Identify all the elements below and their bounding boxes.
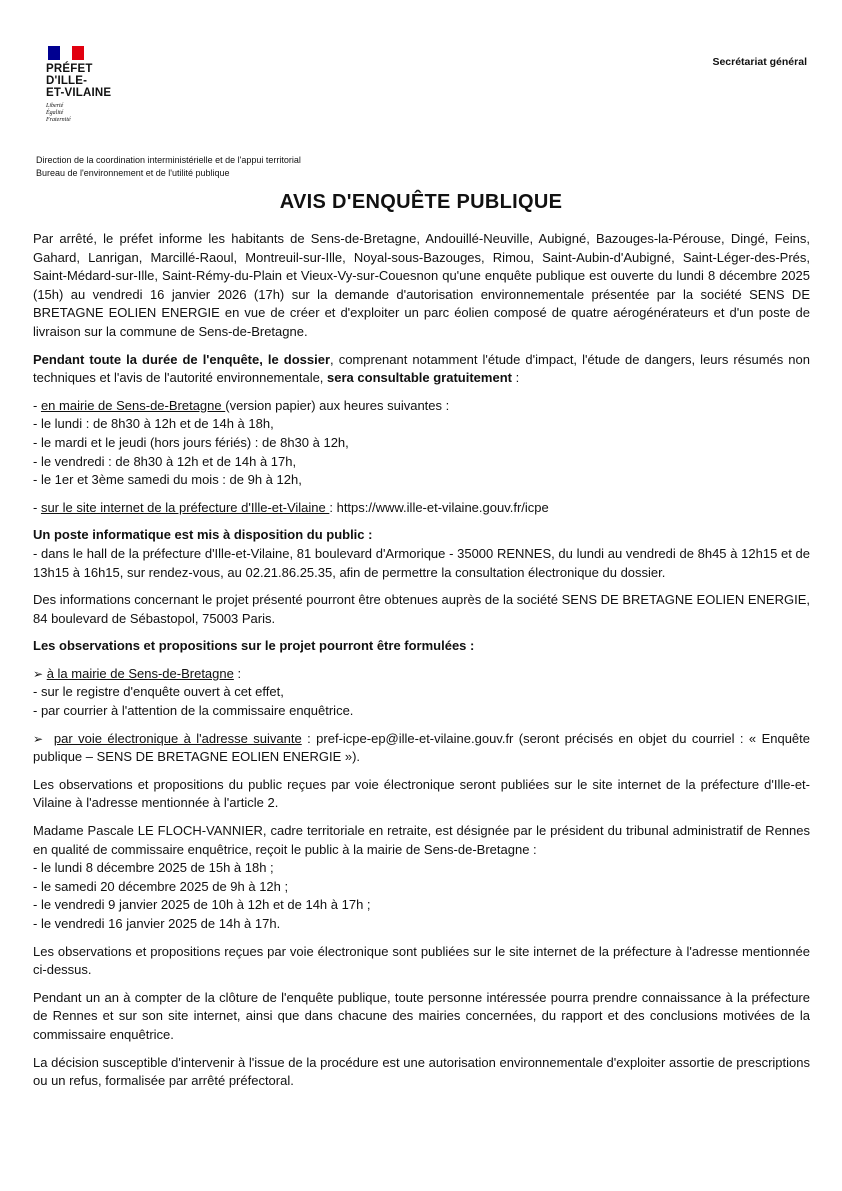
permanence-item: - le vendredi 16 janvier 2025 de 14h à 17h. [33, 916, 281, 931]
mairie-link: en mairie de Sens-de-Bretagne [40, 397, 226, 413]
dossier-paragraph [33, 351, 810, 388]
mairie-line [33, 397, 810, 416]
dossier-text-end: : [511, 370, 520, 386]
permanence-item: - le lundi 8 décembre 2025 de 15h à 18h ; [33, 860, 274, 876]
dossier-bold-consultable: sera consultable gratuitement [327, 370, 512, 386]
mairie-suffix: (version papier) aux heures suivantes : [225, 397, 450, 413]
page-title: AVIS D'ENQUÊTE PUBLIQUE [279, 191, 563, 213]
observations-item: - par courrier à l'attention de la commissaire enquêtrice. [33, 703, 354, 719]
site-link: sur le site internet de la préfecture d'Ille-et-Vilaine [40, 499, 330, 515]
hours-item: - le 1er et 3ème samedi du mois : de 9h à 12h, [33, 472, 302, 488]
infos-paragraph: Des informations concernant le projet présenté pourront être obtenues auprès de la société SENS DE BRETAGNE EOLIEN ENERGIE, 84 boulevard de Sébastopol, 75003 Paris. [33, 592, 810, 626]
observations-voie-link: par voie électronique à l'adresse suivante [53, 730, 302, 746]
poste-block [33, 526, 810, 582]
motto-line: Liberté [46, 103, 64, 109]
observations-item: - sur le registre d'enquête ouvert à cet effet, [33, 684, 284, 700]
hours-item: - le lundi : de 8h30 à 12h et de 14h à 18h, [33, 416, 274, 432]
prefet-logo [46, 46, 136, 124]
observations-heading: Les observations et propositions sur le projet pourront être formulées : [33, 638, 475, 654]
dossier-text: , comprenant notamment l'étude d'impact, l'étude de dangers, leurs résumés non techniques et l'avis de l'autorité environnementale, [33, 351, 810, 386]
republic-motto [46, 103, 136, 124]
poste-heading: Un poste informatique est mis à disposition du public : [33, 527, 373, 543]
commissaire-text: Madame Pascale LE FLOCH-VANNIER, cadre territoriale en retraite, est désignée par le président du tribunal administratif de Rennes en qualité de commissaire enquêtrice, reçoit le public à la mairie de Sens-de-Bretagne : [33, 823, 810, 857]
prefet-line: PRÉFET [46, 63, 93, 75]
site-line [33, 499, 810, 518]
observations-mairie-block [33, 665, 810, 721]
observations-voie-paragraph [33, 730, 810, 767]
rapport-paragraph: Pendant un an à compter de la clôture de l'enquête publique, toute personne intéressée pourra prendre connaissance à la préfecture de Rennes et sur son site internet, ainsi que dans chacune des mairies concernées, du rapport et des conclusions motivées de la commissaire enquêtrice. [33, 989, 810, 1042]
prefet-name [46, 63, 136, 99]
arrow-bullet-icon: ➢ [33, 731, 44, 746]
intro-paragraph: Par arrêté, le préfet informe les habitants de Sens-de-Bretagne, Andouillé-Neuville, Aubigné, Bazouges-la-Pérouse, Dingé, Feins, Gahard, Lanrigan, Marcillé-Raoul, Montreuil-sur-Ille, Noyal-sous-Bazouges, Rimou, Saint-Aubin-d'Aubigné, Saint-Léger-des-Prés, Saint-Médard-sur-Ille, Saint-Rémy-du-Plain et Vieux-Vy-sur-Couesnon qu'une enquête publique est ouverte du lundi 8 décembre 2025 (15h) au vendredi 16 janvier 2026 (17h) sur la demande d'autorisation environnementale présentée par la société SENS DE BRETAGNE EOLIEN ENERGIE en vue de créer et d'exploiter un parc éolien composé de quatre aérogénérateurs et d'un poste de livraison sur la commune de Sens-de-Bretagne. [33, 231, 810, 339]
observations-mairie-suffix: : [233, 665, 242, 681]
secretariat-label: Secrétariat général [712, 56, 807, 68]
dossier-bold-lead: Pendant toute la durée de l'enquête, le dossier [33, 351, 331, 367]
bureau-line: Bureau de l'environnement et de l'utilité publique [36, 168, 230, 178]
motto-line: Égalité [46, 110, 64, 116]
mairie-hours-block [33, 397, 810, 490]
poste-text: - dans le hall de la préfecture d'Ille-et-Vilaine, 81 boulevard d'Armorique - 35000 RENNES, du lundi au vendredi de 8h45 à 12h15 et de 13h15 à 16h15, sur rendez-vous, au 02.21.86.25.35, afin de permettre la consultation électronique du dossier. [33, 545, 810, 580]
decision-paragraph: La décision susceptible d'intervenir à l'issue de la procédure est une autorisation environnementale d'exploiter assortie de prescriptions ou un refus, formalisée par arrêté préfectoral. [33, 1054, 810, 1089]
publication-paragraph: Les observations et propositions du public reçues par voie électronique seront publiées sur le site internet de la préfecture d'Ille-et-Vilaine à l'adresse mentionnée à l'article 2. [33, 776, 810, 811]
dash: - [33, 499, 41, 515]
hours-item: - le vendredi : de 8h30 à 12h et de 14h à 17h, [33, 453, 297, 469]
permanence-item: - le vendredi 9 janvier 2025 de 10h à 12h et de 14h à 17h ; [33, 897, 371, 913]
notice-body [33, 230, 810, 1100]
arrow-bullet-icon: ➢ [33, 666, 44, 681]
site-url: : https://www.ille-et-vilaine.gouv.fr/icpe [329, 499, 549, 515]
commissaire-block [33, 822, 810, 934]
observations-mairie-line [33, 665, 810, 684]
observations-voie-text: : pref-icpe-ep@ille-et-vilaine.gouv.fr (seront précisés en objet du courriel : « Enquête publique – SENS DE BRETAGNE EOLIEN ENERGIE »). [33, 730, 811, 765]
dash: - [33, 397, 41, 413]
prefet-line: ET-VILAINE [46, 87, 112, 99]
direction-line: Direction de la coordination interministérielle et de l'appui territorial [36, 155, 301, 165]
publication2-paragraph: Les observations et propositions reçues par voie électronique sont publiées sur le site internet de la préfecture à l'adresse mentionnée ci-dessus. [33, 943, 810, 978]
prefet-line: D'ILLE- [46, 75, 88, 87]
direction-block [36, 154, 301, 180]
observations-mairie-link: à la mairie de Sens-de-Bretagne [46, 665, 234, 681]
hours-item: - le mardi et le jeudi (hors jours fériés) : de 8h30 à 12h, [33, 434, 349, 450]
permanence-item: - le samedi 20 décembre 2025 de 9h à 12h ; [33, 878, 289, 894]
marianne-flag-icon [48, 46, 84, 60]
motto-line: Fraternité [46, 117, 71, 123]
